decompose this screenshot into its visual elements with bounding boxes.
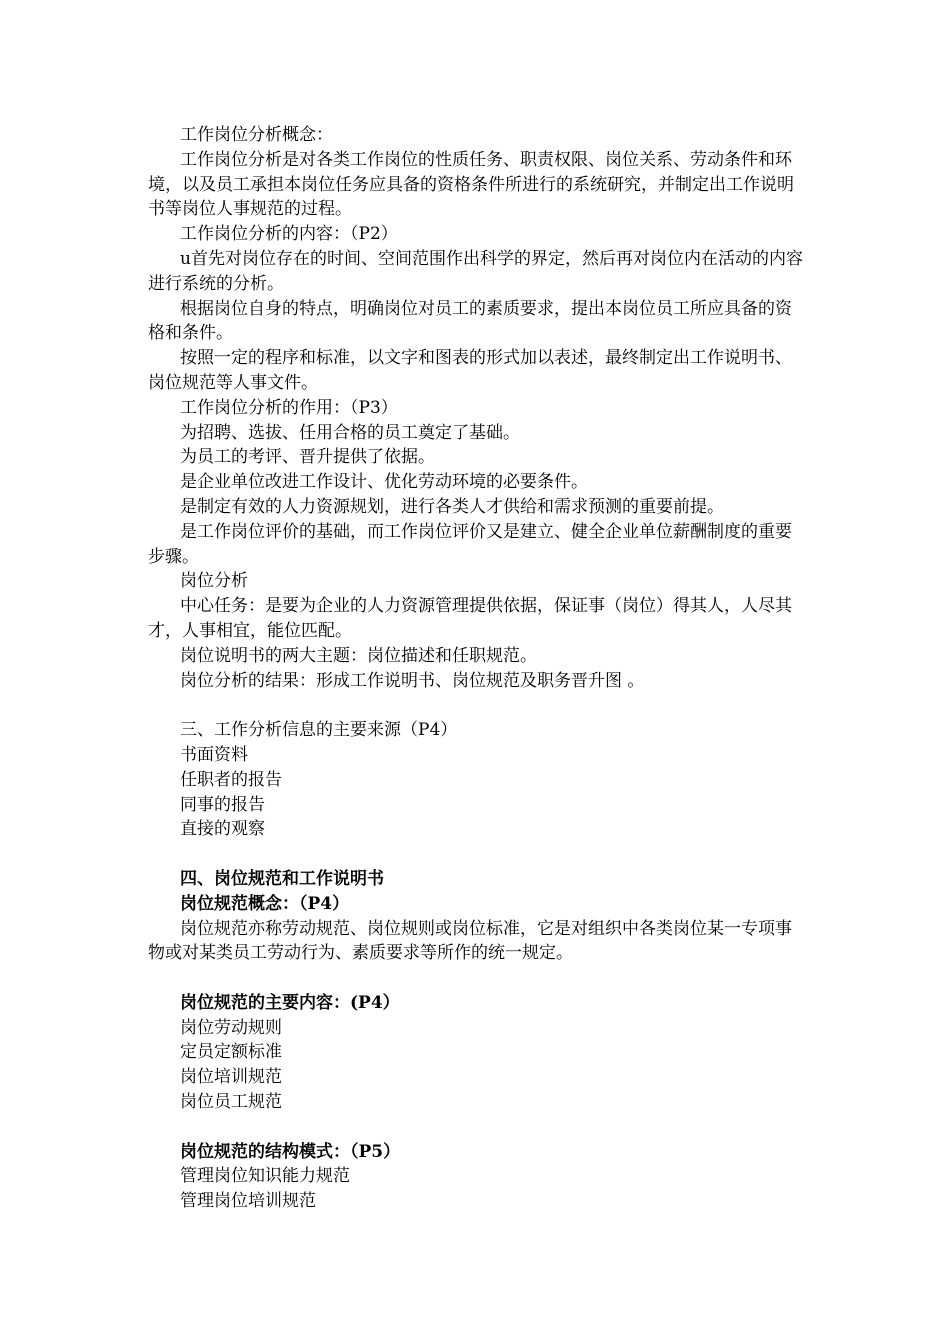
paragraph: 工作岗位分析的作用：（P3） xyxy=(180,397,398,418)
list-item: 岗位培训规范 xyxy=(180,1067,282,1088)
subsection-heading: 岗位规范的主要内容：(P4） xyxy=(180,992,400,1013)
paragraph: 根据岗位自身的特点，明确岗位对员工的素质要求，提出本岗位员工所应具备的资格和条件。 xyxy=(148,298,792,344)
paragraph: 岗位说明书的两大主题：岗位描述和任职规范。 xyxy=(180,645,537,666)
list-item: 岗位劳动规则 xyxy=(180,1017,282,1038)
paragraph: 中心任务：是要为企业的人力资源管理提供依据，保证事（岗位）得其人，人尽其才，人事相宜，能位匹配。 xyxy=(148,596,792,641)
list-item: 岗位员工规范 xyxy=(180,1092,282,1113)
blank-line xyxy=(148,966,808,991)
paragraph: 按照一定的程序和标准，以文字和图表的形式加以表述，最终制定出工作说明书、岗位规范等人事文件。 xyxy=(148,348,792,393)
blank-line xyxy=(148,842,808,867)
paragraph: 岗位分析 xyxy=(180,571,248,592)
subsection-heading: 岗位规范的结构模式：（P5） xyxy=(180,1141,401,1162)
list-item: 管理岗位知识能力规范 xyxy=(180,1166,350,1187)
paragraph: 岗位分析的结果：形成工作说明书、岗位规范及职务晋升图 。 xyxy=(180,670,645,691)
section-heading: 三、工作分析信息的主要来源（P4） xyxy=(180,720,458,741)
list-item: 直接的观察 xyxy=(180,819,265,840)
paragraph: 是制定有效的人力资源规划，进行各类人才供给和需求预测的重要前提。 xyxy=(180,496,724,517)
paragraph: 岗位规范亦称劳动规范、岗位规则或岗位标准，它是对组织中各类岗位某一专项事物或对某类员工劳动行为、素质要求等所作的统一规定。 xyxy=(148,918,792,964)
paragraph: 工作岗位分析的内容：（P2） xyxy=(180,224,398,245)
paragraph: u首先对岗位存在的时间、空间范围作出科学的界定，然后再对岗位内在活动的内容进行系统的分析。 xyxy=(148,248,803,294)
list-item: 定员定额标准 xyxy=(180,1042,282,1063)
blank-line xyxy=(148,693,808,718)
paragraph: 是工作岗位评价的基础，而工作岗位评价又是建立、健全企业单位薪酬制度的重要步骤。 xyxy=(148,521,792,567)
subsection-heading: 岗位规范概念：（P4） xyxy=(180,893,350,914)
list-item: 书面资料 xyxy=(180,744,248,765)
list-item: 管理岗位培训规范 xyxy=(180,1191,316,1212)
document-body xyxy=(148,123,808,1214)
section-heading: 四、岗位规范和工作说明书 xyxy=(180,868,384,889)
paragraph: 是企业单位改进工作设计、优化劳动环境的必要条件。 xyxy=(180,472,588,493)
list-item: 同事的报告 xyxy=(180,794,265,815)
list-item: 任职者的报告 xyxy=(180,769,282,790)
paragraph: 工作岗位分析是对各类工作岗位的性质任务、职责权限、岗位关系、劳动条件和环境，以及员工承担本岗位任务应具备的资格条件所进行的系统研究，并制定出工作说明书等岗位人事规范的过程。 xyxy=(148,149,794,220)
paragraph: 工作岗位分析概念： xyxy=(180,125,333,145)
paragraph: 为招聘、选拔、任用合格的员工奠定了基础。 xyxy=(180,422,520,443)
paragraph: 为员工的考评、晋升提供了依据。 xyxy=(180,447,435,468)
blank-line xyxy=(148,1115,808,1140)
